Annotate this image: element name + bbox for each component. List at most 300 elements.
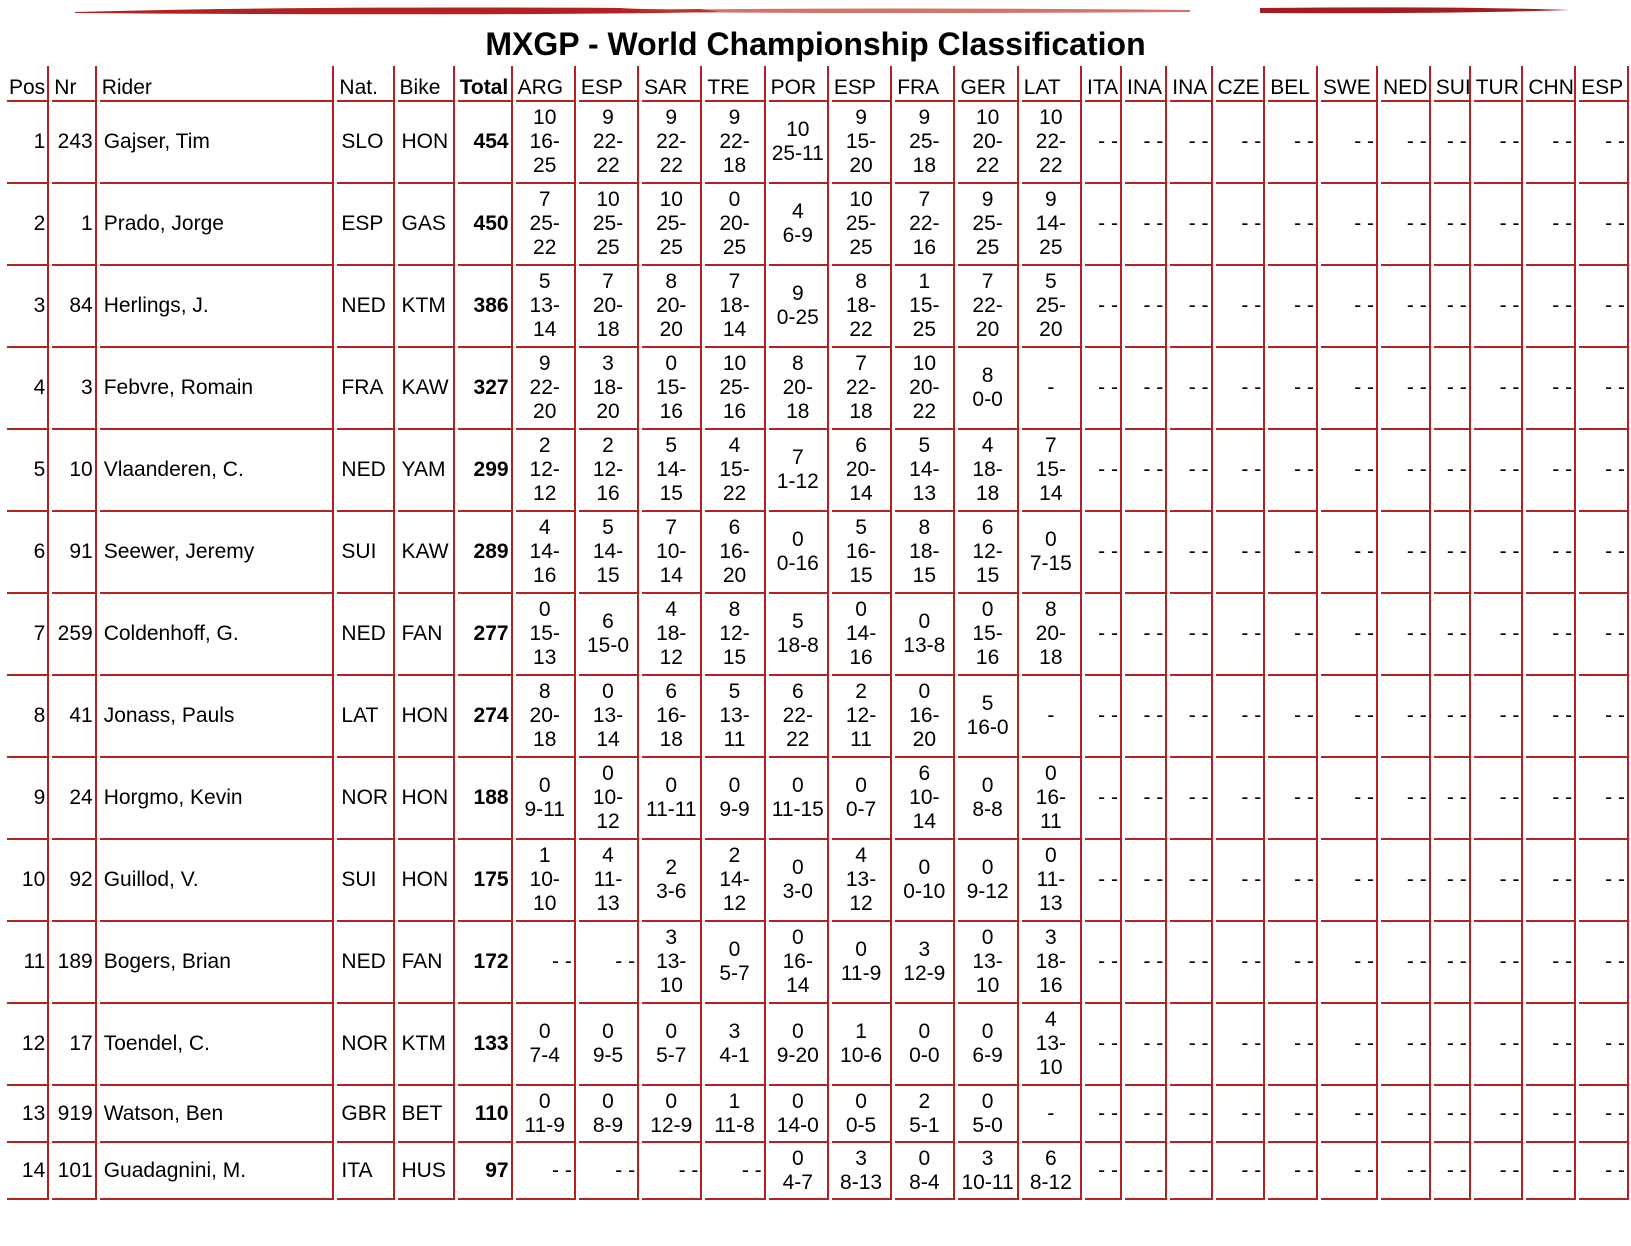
rider-name-cell: Toendel, C. — [100, 1004, 335, 1086]
header-brush-decoration — [0, 0, 1631, 22]
race-result-cell — [769, 348, 829, 430]
bike-cell: KAW — [398, 512, 455, 594]
race-result-cell — [1474, 1004, 1524, 1086]
race-result-text: - - — [1406, 540, 1427, 563]
race-result-text: 10 25- 25 — [656, 188, 687, 259]
number-cell: 189 — [52, 922, 96, 1004]
race-result-text: - - — [1241, 950, 1262, 973]
race-result-text: - - — [1294, 540, 1314, 563]
race-result-cell — [1321, 594, 1378, 676]
race-result-cell — [516, 594, 576, 676]
race-result-cell — [516, 512, 576, 594]
position-cell: 13 — [7, 1086, 49, 1143]
race-result-cell — [832, 102, 892, 184]
table-row — [7, 512, 1629, 594]
race-result-cell — [1085, 1004, 1122, 1086]
column-header: ARG — [516, 66, 576, 102]
nationality-cell: SUI — [337, 840, 394, 922]
race-result-text: - - — [1354, 130, 1375, 153]
race-result-cell — [1022, 922, 1082, 1004]
race-result-cell — [642, 758, 702, 840]
race-result-text: 2 12- 12 — [529, 434, 560, 505]
race-result-text: 5 25- 20 — [1035, 270, 1067, 341]
column-header: CZE — [1216, 66, 1266, 102]
race-result-cell — [1022, 1086, 1082, 1143]
race-result-cell — [769, 512, 829, 594]
race-result-text: 0 0-7 — [845, 774, 877, 821]
race-result-text: 0 9-12 — [966, 856, 1009, 903]
race-result-cell — [1268, 102, 1318, 184]
race-result-text: - - — [1605, 376, 1625, 399]
position-cell: 5 — [7, 430, 49, 512]
race-result-text: - - — [1143, 786, 1164, 809]
race-result-text: 4 13- 10 — [1035, 1008, 1067, 1079]
race-result-text: 7 1-12 — [776, 446, 819, 493]
race-result-cell — [958, 594, 1018, 676]
race-result-text: 3 13- 10 — [656, 926, 687, 997]
race-result-cell — [895, 758, 955, 840]
race-result-cell — [1170, 922, 1212, 1004]
race-result-cell — [1526, 1143, 1576, 1200]
race-result-text: - - — [1143, 376, 1164, 399]
race-result-cell — [579, 348, 639, 430]
race-result-text: - - — [1354, 704, 1375, 727]
race-result-cell — [579, 840, 639, 922]
position-cell: 2 — [7, 184, 49, 266]
total-points-cell: 175 — [458, 840, 513, 922]
number-cell: 84 — [52, 266, 96, 348]
bike-cell: FAN — [398, 594, 455, 676]
race-result-cell — [1381, 840, 1431, 922]
column-header: Total — [458, 66, 513, 102]
race-result-text: - - — [1098, 868, 1118, 891]
race-result-cell — [1268, 758, 1318, 840]
nationality-cell: NED — [337, 430, 394, 512]
race-result-text: 0 15- 16 — [656, 352, 687, 423]
race-result-text: - - — [1406, 294, 1427, 317]
race-result-cell — [516, 1004, 576, 1086]
race-result-text: 9 14- 25 — [1035, 188, 1067, 259]
race-result-text: 4 15- 22 — [719, 434, 750, 505]
race-result-cell — [579, 512, 639, 594]
race-result-cell — [705, 840, 765, 922]
race-result-cell — [1085, 266, 1122, 348]
race-result-text: - - — [1446, 540, 1467, 563]
race-result-cell — [1321, 102, 1378, 184]
column-header: BEL — [1268, 66, 1318, 102]
number-cell: 919 — [52, 1086, 96, 1143]
race-result-text: 5 14- 15 — [656, 434, 687, 505]
race-result-cell — [769, 922, 829, 1004]
race-result-cell — [1022, 1143, 1082, 1200]
race-result-text: - - — [1098, 130, 1118, 153]
race-result-text: 9 22- 20 — [529, 352, 560, 423]
race-result-cell — [1321, 758, 1378, 840]
race-result-cell — [1474, 840, 1524, 922]
race-result-cell — [769, 266, 829, 348]
race-result-cell — [642, 348, 702, 430]
race-result-text: 5 14- 13 — [909, 434, 940, 505]
race-result-cell — [1526, 594, 1576, 676]
race-result-text: 4 13- 12 — [845, 844, 877, 915]
race-result-cell — [1268, 266, 1318, 348]
race-result-cell — [1170, 1143, 1212, 1200]
race-result-text: 10 16- 25 — [529, 106, 560, 177]
race-result-text: - - — [1552, 868, 1573, 891]
race-result-cell — [1321, 266, 1378, 348]
race-result-text: - - — [1552, 622, 1573, 645]
race-result-text: 3 10-11 — [961, 1146, 1014, 1194]
race-result-text: 9 15- 20 — [845, 106, 877, 177]
race-result-cell — [1170, 430, 1212, 512]
race-result-cell — [705, 512, 765, 594]
total-points-cell: 454 — [458, 102, 513, 184]
race-result-text: - - — [1354, 868, 1375, 891]
position-cell: 1 — [7, 102, 49, 184]
table-row — [7, 348, 1629, 430]
race-result-cell — [1474, 102, 1524, 184]
race-result-text: 9 22- 22 — [656, 106, 687, 177]
race-result-cell — [1085, 840, 1122, 922]
race-result-text: 0 13-8 — [903, 610, 946, 657]
race-result-cell — [1579, 1004, 1629, 1086]
race-result-text: 8 20- 18 — [782, 352, 813, 423]
race-result-cell — [579, 1004, 639, 1086]
race-result-cell — [642, 1143, 702, 1200]
race-result-cell — [1125, 1143, 1167, 1200]
race-result-text: - - — [552, 950, 572, 973]
race-result-cell — [1579, 266, 1629, 348]
race-result-text: - - — [1552, 540, 1573, 563]
table-row — [7, 1004, 1629, 1086]
brush-stroke-graphic — [0, 0, 1631, 22]
race-result-cell — [1579, 594, 1629, 676]
number-cell: 259 — [52, 594, 96, 676]
race-result-text: 10 25- 25 — [845, 188, 877, 259]
column-header: ESP — [832, 66, 892, 102]
race-result-text: - - — [1499, 294, 1520, 317]
race-result-cell — [769, 184, 829, 266]
race-result-cell — [832, 1004, 892, 1086]
race-result-cell — [1216, 676, 1266, 758]
race-result-text: - - — [1446, 1158, 1467, 1182]
race-result-text: - - — [1143, 1158, 1164, 1182]
column-header: Nat. — [337, 66, 394, 102]
race-result-text: - - — [1354, 540, 1375, 563]
race-result-cell — [1434, 1143, 1471, 1200]
race-result-cell — [832, 676, 892, 758]
race-result-text: - - — [1354, 1101, 1375, 1125]
race-result-text: 0 14- 16 — [845, 598, 877, 669]
race-result-cell — [1434, 840, 1471, 922]
race-result-text: - - — [1188, 212, 1209, 235]
race-result-cell — [1125, 676, 1167, 758]
race-result-text: - - — [1354, 1158, 1375, 1182]
race-result-cell — [1022, 184, 1082, 266]
race-result-text: - — [1047, 1101, 1055, 1125]
race-result-cell — [1381, 430, 1431, 512]
column-header: INA — [1170, 66, 1212, 102]
race-result-text: - - — [1406, 622, 1427, 645]
race-result-cell — [642, 512, 702, 594]
race-result-text: 5 14- 15 — [592, 516, 624, 587]
race-result-text: - - — [1098, 376, 1118, 399]
race-result-text: - - — [1098, 704, 1118, 727]
race-result-text: - - — [1294, 622, 1314, 645]
total-points-cell: 289 — [458, 512, 513, 594]
race-result-cell — [1434, 102, 1471, 184]
race-result-text: - - — [1605, 950, 1625, 973]
race-result-text: - - — [1188, 458, 1209, 481]
race-result-cell — [1526, 922, 1576, 1004]
column-header: NED — [1381, 66, 1431, 102]
race-result-text: - - — [1446, 622, 1467, 645]
race-result-cell — [1474, 676, 1524, 758]
race-result-text: 9 25- 25 — [972, 188, 1003, 259]
race-result-text: - - — [615, 1158, 636, 1182]
race-result-cell — [705, 594, 765, 676]
race-result-text: 0 12-9 — [650, 1089, 693, 1137]
race-result-cell — [1381, 758, 1431, 840]
table-row — [7, 266, 1629, 348]
race-result-text: 9 25- 18 — [909, 106, 940, 177]
race-result-cell — [705, 102, 765, 184]
race-result-cell — [1434, 1004, 1471, 1086]
race-result-text: 1 15- 25 — [909, 270, 940, 341]
nationality-cell: ESP — [337, 184, 394, 266]
race-result-text: - - — [1605, 294, 1625, 317]
race-result-text: 0 5-7 — [656, 1020, 687, 1067]
race-result-text: 6 22- 22 — [782, 680, 813, 751]
total-points-cell: 450 — [458, 184, 513, 266]
race-result-text: - - — [1605, 1158, 1625, 1182]
race-result-cell — [1526, 266, 1576, 348]
race-result-text: - - — [1098, 1032, 1118, 1055]
race-result-cell — [579, 102, 639, 184]
race-result-text: 7 10- 14 — [656, 516, 687, 587]
race-result-text: - - — [1354, 622, 1375, 645]
race-result-cell — [642, 922, 702, 1004]
race-result-text: 0 8-8 — [972, 774, 1003, 821]
race-result-cell — [832, 922, 892, 1004]
race-result-text: - - — [1143, 458, 1164, 481]
race-result-text: 0 7-15 — [1029, 528, 1072, 575]
race-result-cell — [1125, 1004, 1167, 1086]
race-result-text: - — [1047, 704, 1055, 727]
race-result-text: - - — [1241, 130, 1262, 153]
race-result-cell — [1268, 676, 1318, 758]
race-result-cell — [832, 594, 892, 676]
race-result-cell — [832, 758, 892, 840]
race-result-text: 6 16- 18 — [656, 680, 687, 751]
race-result-cell — [769, 1143, 829, 1200]
race-result-cell — [1170, 758, 1212, 840]
race-result-text: - - — [1552, 950, 1573, 973]
race-result-cell — [1170, 676, 1212, 758]
race-result-cell — [1022, 348, 1082, 430]
race-result-text: 0 7-4 — [529, 1020, 560, 1067]
race-result-text: - - — [1188, 130, 1209, 153]
race-result-text: - - — [1499, 868, 1520, 891]
race-result-cell — [1268, 512, 1318, 594]
race-result-text: - - — [1143, 950, 1164, 973]
race-result-cell — [1526, 1004, 1576, 1086]
race-result-text: 7 20- 18 — [592, 270, 624, 341]
race-result-cell — [1434, 758, 1471, 840]
race-result-text: - - — [1241, 458, 1262, 481]
table-row — [7, 922, 1629, 1004]
race-result-cell — [1434, 676, 1471, 758]
race-result-text: 7 22- 16 — [909, 188, 940, 259]
race-result-cell — [769, 430, 829, 512]
race-result-text: 3 18- 16 — [1035, 926, 1067, 997]
race-result-cell — [895, 594, 955, 676]
rider-name-cell: Gajser, Tim — [100, 102, 335, 184]
race-result-cell — [1125, 102, 1167, 184]
race-result-text: - - — [1098, 1158, 1118, 1182]
race-result-text: - - — [1098, 458, 1118, 481]
race-result-cell — [516, 1143, 576, 1200]
race-result-cell — [1022, 430, 1082, 512]
race-result-text: 3 12-9 — [903, 938, 946, 985]
race-result-cell — [958, 348, 1018, 430]
number-cell: 243 — [52, 102, 96, 184]
bike-cell: KAW — [398, 348, 455, 430]
column-header: ESP — [579, 66, 639, 102]
race-result-cell — [579, 922, 639, 1004]
race-result-cell — [1381, 1004, 1431, 1086]
race-result-cell — [958, 1143, 1018, 1200]
race-result-text: 0 0-5 — [845, 1089, 877, 1137]
race-result-text: - - — [1446, 704, 1467, 727]
race-result-text: - - — [1241, 1101, 1262, 1125]
race-result-cell — [1381, 348, 1431, 430]
race-result-text: 2 5-1 — [909, 1089, 940, 1137]
race-result-text: - - — [1143, 1032, 1164, 1055]
column-header: SAR — [642, 66, 702, 102]
race-result-text: 0 11-15 — [771, 774, 824, 821]
race-result-text: - - — [1098, 622, 1118, 645]
bike-cell: FAN — [398, 922, 455, 1004]
race-result-text: - - — [1354, 1032, 1375, 1055]
race-result-cell — [516, 266, 576, 348]
race-result-cell — [958, 676, 1018, 758]
race-result-cell — [1526, 184, 1576, 266]
race-result-text: 0 3-0 — [782, 856, 813, 903]
race-result-text: - - — [1294, 1101, 1314, 1125]
race-result-text: - - — [1241, 868, 1262, 891]
rider-name-cell: Bogers, Brian — [100, 922, 335, 1004]
race-result-cell — [1321, 348, 1378, 430]
race-result-text: 5 16- 15 — [845, 516, 877, 587]
race-result-cell — [1216, 594, 1266, 676]
race-result-cell — [1085, 430, 1122, 512]
race-result-cell — [1125, 430, 1167, 512]
race-result-text: - - — [1294, 1032, 1314, 1055]
race-result-cell — [642, 184, 702, 266]
total-points-cell: 97 — [458, 1143, 513, 1200]
race-result-cell — [1125, 922, 1167, 1004]
race-result-text: 2 3-6 — [656, 856, 687, 903]
rider-name-cell: Horgmo, Kevin — [100, 758, 335, 840]
race-result-text: - - — [1605, 458, 1625, 481]
number-cell: 24 — [52, 758, 96, 840]
race-result-text: - - — [1241, 1032, 1262, 1055]
column-header: TUR — [1474, 66, 1524, 102]
race-result-text: 8 20- 18 — [1035, 598, 1067, 669]
race-result-cell — [895, 676, 955, 758]
race-result-cell — [769, 1004, 829, 1086]
race-result-cell — [1268, 348, 1318, 430]
race-result-text: - - — [1552, 130, 1573, 153]
column-header: LAT — [1022, 66, 1082, 102]
race-result-cell — [1321, 922, 1378, 1004]
race-result-text: - - — [1143, 130, 1164, 153]
race-result-text: - - — [1605, 868, 1625, 891]
race-result-text: - - — [1605, 1101, 1625, 1125]
race-result-text: 0 11- 13 — [1036, 844, 1066, 915]
bike-cell: HON — [398, 840, 455, 922]
race-result-text: 5 16-0 — [966, 692, 1009, 739]
race-result-cell — [1022, 676, 1082, 758]
race-result-cell — [1170, 1086, 1212, 1143]
race-result-text: - - — [1294, 704, 1314, 727]
race-result-cell — [769, 676, 829, 758]
race-result-cell — [1321, 1086, 1378, 1143]
race-result-cell — [1022, 1004, 1082, 1086]
race-result-text: 10 20- 22 — [909, 352, 940, 423]
position-cell: 6 — [7, 512, 49, 594]
number-cell: 10 — [52, 430, 96, 512]
race-result-cell — [516, 348, 576, 430]
total-points-cell: 277 — [458, 594, 513, 676]
race-result-text: - - — [1499, 704, 1520, 727]
race-result-text: - - — [1406, 376, 1427, 399]
race-result-cell — [769, 102, 829, 184]
race-result-text: 9 0-25 — [776, 282, 819, 329]
rider-name-cell: Guadagnini, M. — [100, 1143, 335, 1200]
race-result-cell — [1085, 1086, 1122, 1143]
race-result-text: 4 18- 18 — [972, 434, 1003, 505]
race-result-cell — [1170, 594, 1212, 676]
race-result-cell — [1125, 348, 1167, 430]
race-result-cell — [1022, 102, 1082, 184]
race-result-cell — [832, 512, 892, 594]
nationality-cell: LAT — [337, 676, 394, 758]
race-result-text: 0 15- 13 — [529, 598, 560, 669]
race-result-text: - - — [1188, 868, 1209, 891]
race-result-cell — [1085, 184, 1122, 266]
race-result-text: 9 22- 18 — [719, 106, 750, 177]
race-result-text: 10 25- 25 — [592, 188, 624, 259]
race-result-cell — [1381, 676, 1431, 758]
race-result-text: - - — [678, 1158, 699, 1182]
race-result-text: - - — [1406, 130, 1427, 153]
race-result-text: - - — [1098, 294, 1118, 317]
race-result-cell — [1170, 266, 1212, 348]
race-result-cell — [1434, 922, 1471, 1004]
race-result-cell — [1579, 922, 1629, 1004]
race-result-text: - - — [1143, 622, 1164, 645]
total-points-cell: 110 — [458, 1086, 513, 1143]
race-result-cell — [1216, 266, 1266, 348]
race-result-text: 0 0-16 — [776, 528, 819, 575]
race-result-text: - - — [1446, 130, 1467, 153]
race-result-text: - - — [1446, 868, 1467, 891]
race-result-text: - - — [1098, 212, 1118, 235]
rider-name-cell: Vlaanderen, C. — [100, 430, 335, 512]
race-result-cell — [1321, 1004, 1378, 1086]
